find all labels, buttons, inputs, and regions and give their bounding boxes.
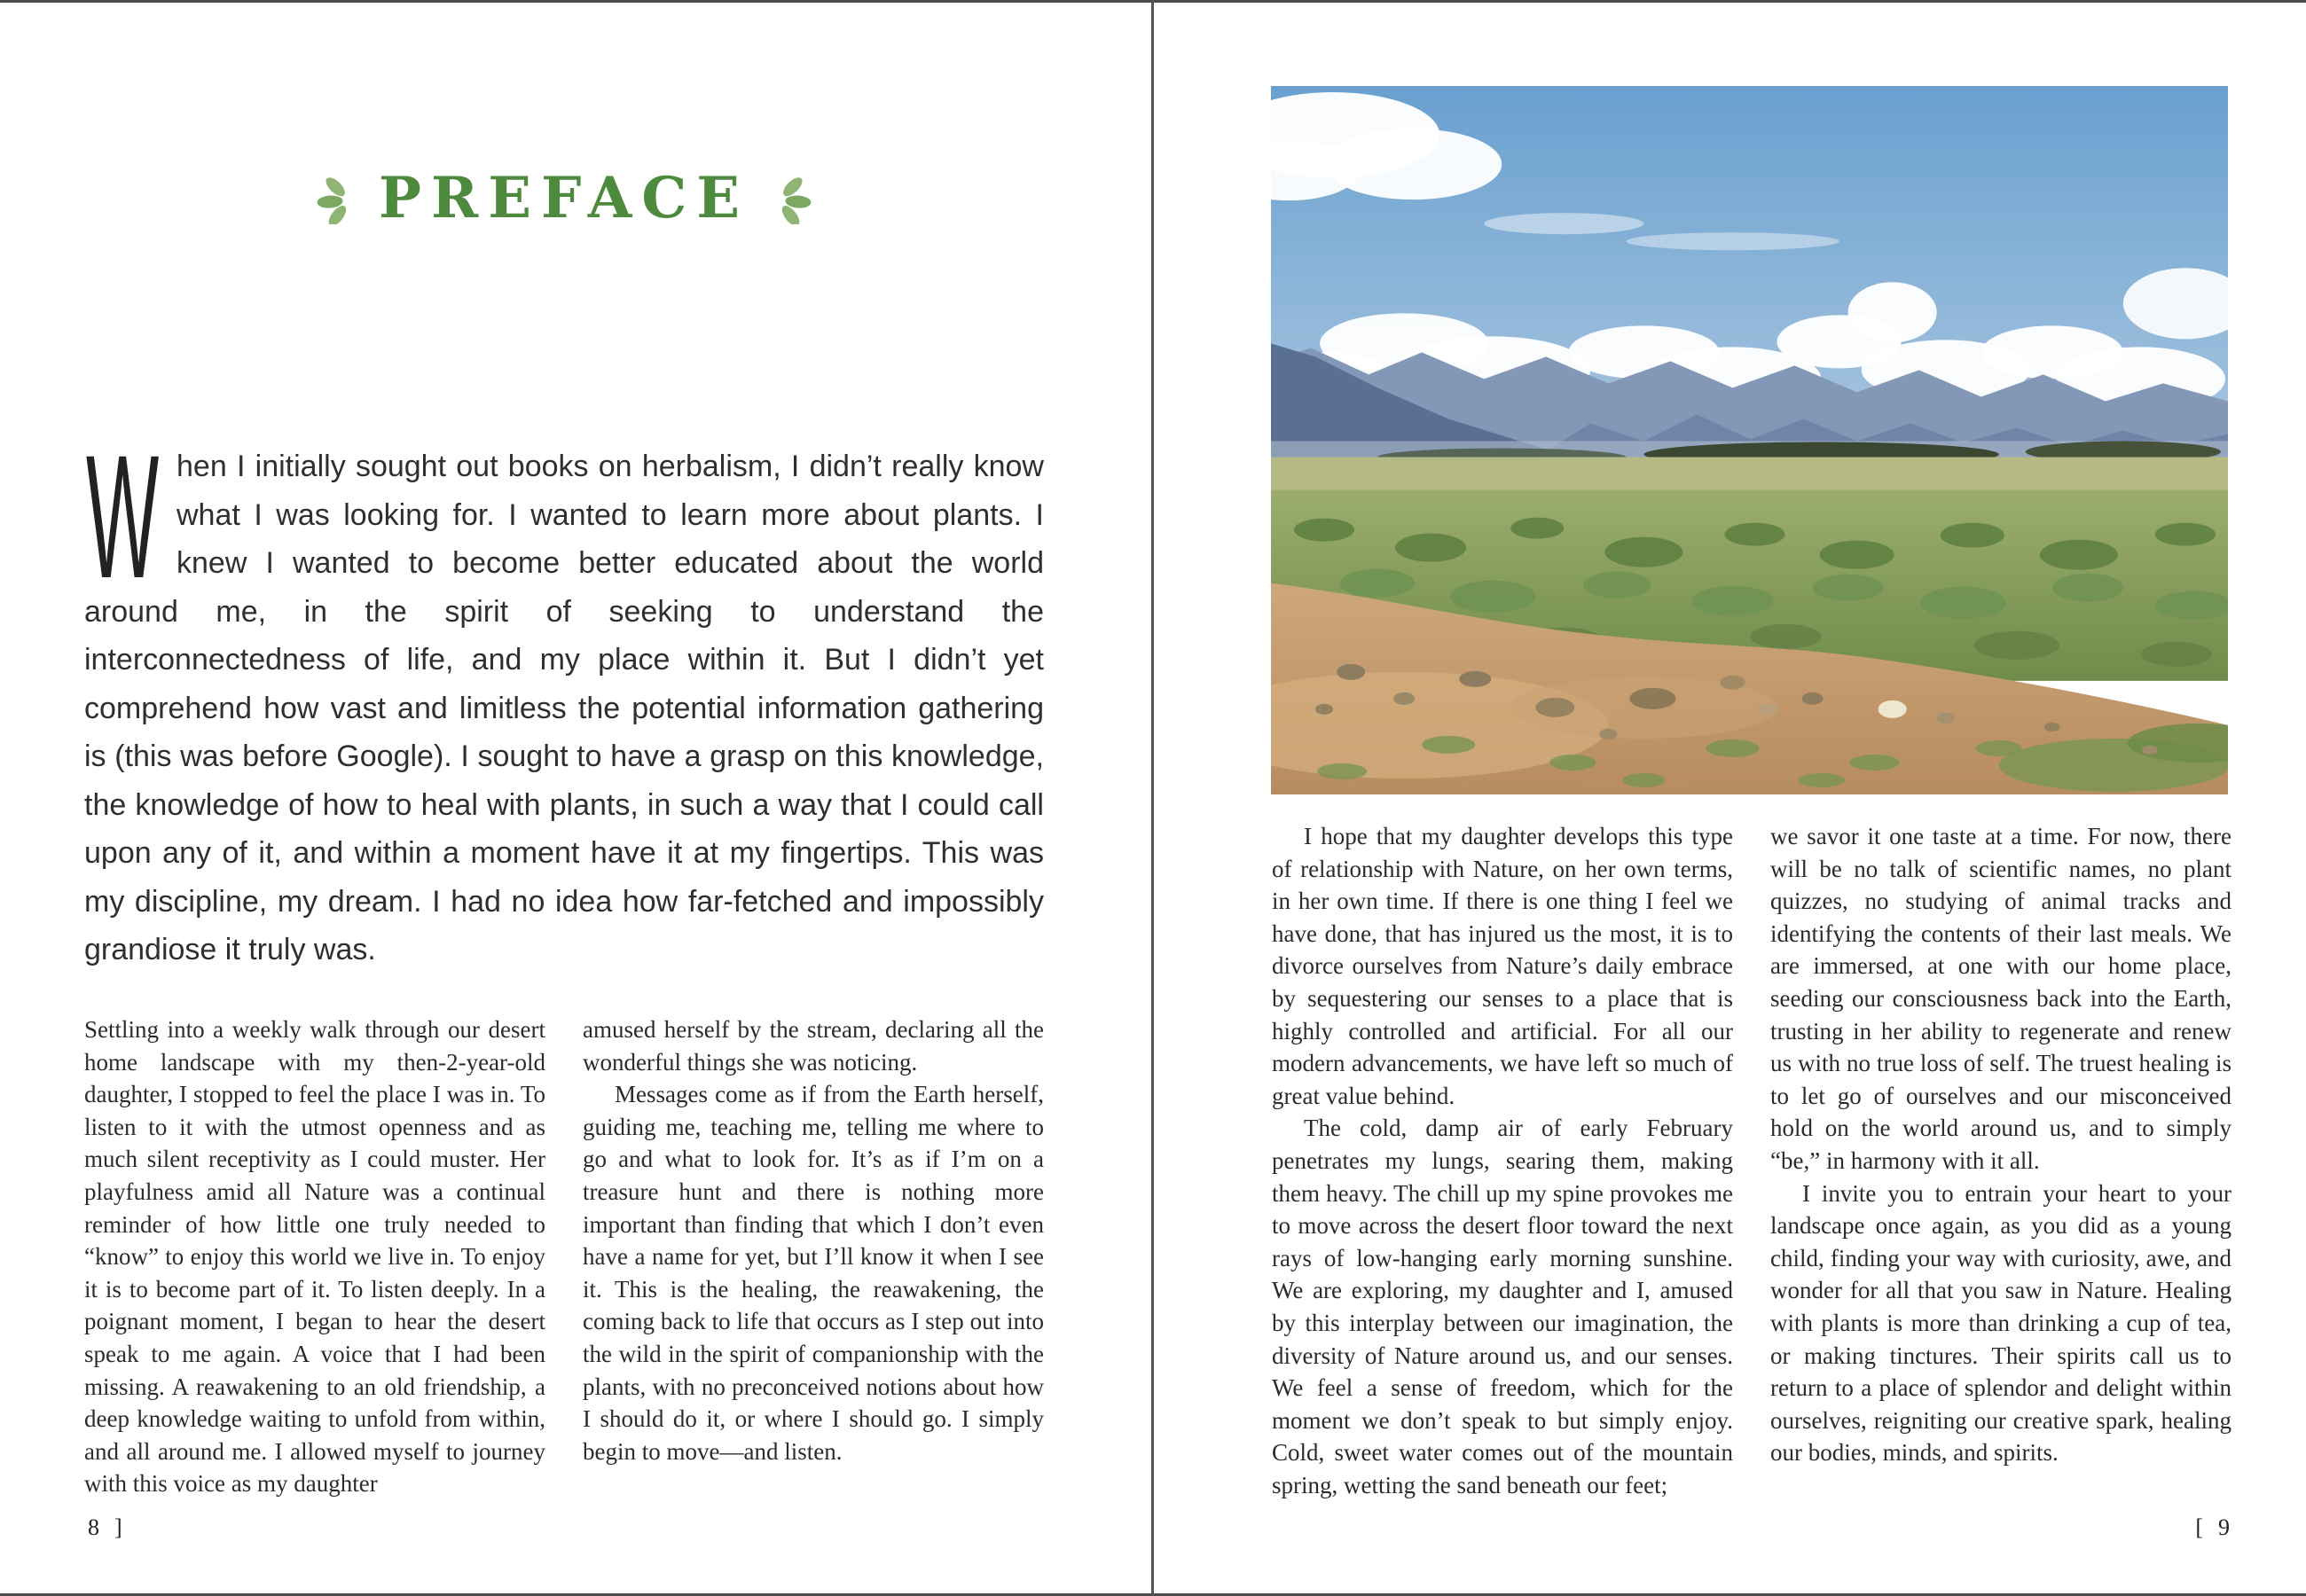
body-paragraph: I hope that my daughter develops this type of relationship with Nature, on her own terms, in her own time. If there is one thing I feel we have done, that has injured us the most, it is to divorce ourselves from Nature’s daily embrace by sequestering our senses to a place that is highly controlled and artificial. For all our modern advancements, we have left so much of great value behind. (1272, 823, 1733, 1109)
body-paragraph: Settling into a weekly walk through our desert home landscape with my then-2-year-old daughter, I stopped to feel the place I was in. To listen to it with the utmost openness and as much silent receptivity as I could muster. Her playfulness amid all Nature was a continual reminder of how little one truly needed to “know” to enjoy this world we live in. To enjoy it is to become part of it. To listen deeply. In a poignant moment, I began to hear the desert speak to me again. A voice that I had been missing. A reawakening to an old friendship, a deep knowledge waiting to unfold from within, and all around me. I allowed myself to journey with this voice as my daughter (84, 1016, 545, 1498)
body-paragraph: Messages come as if from the Earth herself, guiding me, teaching me, telling me where to go and what to look for. It’s as if I’m on a treasure hunt and there is nothing more important than finding that which I don’t even have a name for yet, but I’ll know it when I see it. This is the healing, the reawakening, the coming back to life that occurs as I step out into the wild in the spirit of companionship with the plants, with no preconceived notions about how I should do it, or where I should go. I simply begin to move—and listen. (583, 1081, 1044, 1465)
page-left (0, 0, 1151, 1596)
page-number-right: [ 9 (2195, 1514, 2231, 1540)
body-paragraph: amused herself by the stream, declaring all the wonderful things she was noticing. (583, 1016, 1044, 1076)
left-page-columns (84, 1013, 1044, 1500)
leaf-ornament-left-icon (310, 173, 356, 224)
preface-heading-row (84, 165, 1044, 231)
column-2 (583, 1013, 1044, 1500)
body-paragraph: The cold, damp air of early February penetrates my lungs, searing them, making them heavy. The chill up my spine provokes me to move across the desert floor toward the next rays of low-hanging early morning sunshine. We are exploring, my daughter and I, amused by this interplay between our imagination, the diversity of Nature around us, and our senses. We feel a sense of freedom, which for the moment we don’t speak to but simply enjoy. Cold, sweet water comes out of the mountain spring, wetting the sand beneath our feet; (1272, 1115, 1733, 1498)
right-page-columns (1272, 820, 2231, 1501)
leaf-ornament-right-icon (773, 173, 819, 224)
landscape-photo (1271, 86, 2228, 794)
column-1 (84, 1013, 545, 1500)
page-number-left: 8 ] (88, 1514, 124, 1540)
intro-paragraph (84, 419, 1044, 974)
drop-cap: W (86, 419, 160, 614)
page-right (1154, 0, 2306, 1596)
column-2 (1770, 820, 2231, 1501)
column-1 (1272, 820, 1733, 1501)
body-paragraph: we savor it one taste at a time. For now, there will be no talk of scientific names, no plant quizzes, no studying of animal tracks and identifying the contents of their last meals. We are immersed, at one with our home place, seeding our consciousness back into the Earth, trusting in her ability to regenerate and renew us with no true loss of self. The truest healing is to let go of ourselves and our misconceived hold on the world around us, and to simply “be,” in harmony with it all. (1770, 823, 2231, 1174)
page-title: PREFACE (378, 165, 750, 231)
body-paragraph: I invite you to entrain your heart to your landscape once again, as you did as a young child, finding your way with curiosity, awe, and wonder for all that you saw in Nature. Healing with plants is more than drinking a cup of tea, or making tinctures. Their spirits call us to return to a place of splendor and delight within ourselves, reigniting our creative spark, healing our bodies, minds, and spirits. (1770, 1179, 2231, 1467)
intro-text: hen I initially sought out books on herbalism, I didn’t really know what I was looking for. I wanted to learn more about plants. I knew I wanted to become better educated about the world around me, in the spirit of seeking to understand the interconnectedness of life, and my place within it. But I didn’t yet comprehend how vast and limitless the potential information gathering is (this was before Google). I sought to have a grasp on this knowledge, the knowledge of how to heal with plants, in such a way that I could call upon any of it, and within a moment have it at my fingertips. This was my discipline, my dream. I had no idea how far-fetched and impossibly grandiose it truly was. (84, 450, 1044, 966)
